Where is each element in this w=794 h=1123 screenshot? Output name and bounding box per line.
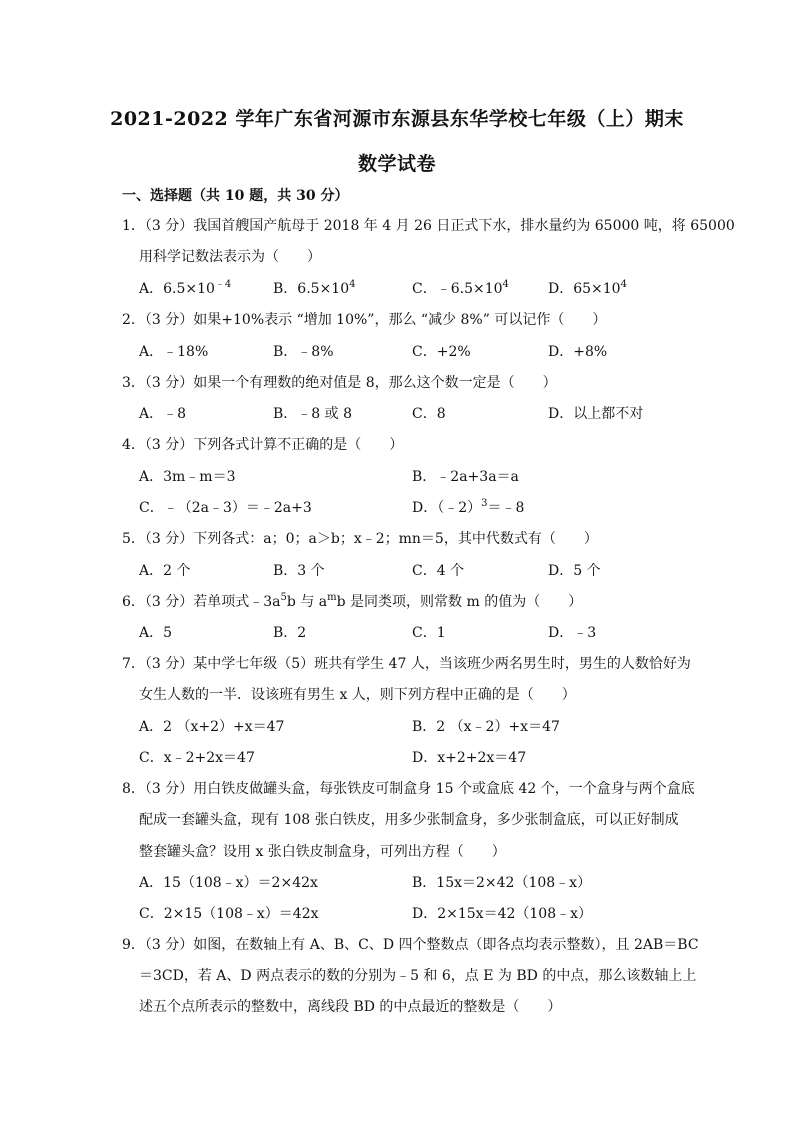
q3-option-d: D．以上都不对 <box>548 406 644 422</box>
question-number: 5． <box>122 531 145 547</box>
question-5-line-1 <box>122 530 598 548</box>
q1-option-a: A．$6.5\times 10^{﹣4}$ <box>139 279 232 297</box>
question-1-line-2: 用科学记数法表示为（ ） <box>139 249 321 265</box>
question-7-line-1 <box>122 655 691 673</box>
question-number: 3． <box>122 375 145 391</box>
q2-option-b: B．﹣8% <box>273 344 334 360</box>
exam-title-line1: 2021-2022 学年广东省河源市东源县东华学校七年级（上）期末 <box>110 108 684 130</box>
q7-option-d: D．x+2+2x＝47 <box>412 750 527 766</box>
question-number: 4． <box>122 437 145 453</box>
q1-option-b: B．$6.5\times 10^4$ <box>273 279 356 297</box>
question-text: （3 分）某中学七年级（5）班共有学生 47 人，当该班少两名男生时，男生的人数恰好为 <box>144 656 691 672</box>
question-9-line-3: 述五个点所表示的整数中，离线段 BD 的中点最近的整数是（ ） <box>139 999 562 1015</box>
q2-option-c: C．+2% <box>412 344 471 360</box>
q6-option-b: B．2 <box>273 625 307 641</box>
question-number: 1． <box>122 218 145 234</box>
question-6-line-1: 6．（3 分）若单项式$﹣3a^5b$ 与 $a^mb$ 是同类项，则常数 m 的值为（ ） <box>122 592 583 610</box>
q1-option-c: C．$﹣6.5\times 10^4$ <box>412 279 509 297</box>
q8-option-b: B．15x＝2×42（108﹣x） <box>412 875 592 891</box>
q6-option-a: A．5 <box>139 625 173 641</box>
question-4-line-1 <box>122 436 403 454</box>
question-9-line-1 <box>122 936 699 954</box>
question-7-line-2: 女生人数的一半．设该班有男生 x 人，则下列方程中正确的是（ ） <box>139 687 576 703</box>
q4-option-a: A．3m﹣m＝3 <box>139 469 236 485</box>
q5-option-c: C．4 个 <box>412 563 465 579</box>
section-heading: 一、选择题（共 10 题，共 30 分） <box>122 188 349 204</box>
q5-option-d: D．5 个 <box>548 563 601 579</box>
q3-option-a: A．﹣8 <box>139 406 187 422</box>
q7-option-b: B．2 （x﹣2）+x＝47 <box>412 719 560 735</box>
question-text: （3 分）如果一个有理数的绝对值是 8，那么这个数一定是（ ） <box>144 375 557 391</box>
q5-option-a: A．2 个 <box>139 563 191 579</box>
question-text: （3 分）下列各式：a；0；a＞b；x﹣2；mn＝5，其中代数式有（ ） <box>144 531 598 547</box>
question-number: 6． <box>122 594 145 610</box>
q6-option-c: C．1 <box>412 625 446 641</box>
question-8-line-3: 整套罐头盒？设用 x 张白铁皮制盒身，可列出方程（ ） <box>139 844 506 860</box>
q8-option-d: D．2×15x＝42（108﹣x） <box>412 906 593 922</box>
q2-option-d: D．+8% <box>548 344 608 360</box>
question-8-line-1 <box>122 780 695 798</box>
question-9-line-2: ＝3CD，若 A、D 两点表示的数的分别为﹣5 和 6，点 E 为 BD 的中点，那么该数轴上上 <box>139 968 697 984</box>
q4-option-c: C．﹣（2a﹣3）＝﹣2a+3 <box>139 500 312 516</box>
question-1-line-1 <box>122 217 735 235</box>
q4-option-d: D．（﹣2）$^3$＝﹣8 <box>412 498 525 516</box>
question-number: 7． <box>122 656 145 672</box>
question-8-line-2: 配成一套罐头盒，现有 108 张白铁皮，用多少张制盒身，多少张制盒底，可以正好制成 <box>139 812 679 828</box>
q4-option-b: B．﹣2a+3a＝a <box>412 469 519 485</box>
question-text: （3 分）如图，在数轴上有 A、B、C、D 四个整数点（即各点均表示整数），且 2AB＝BC <box>144 937 699 953</box>
q8-option-c: C．2×15（108﹣x）＝42x <box>139 906 319 922</box>
question-number: 9． <box>122 937 145 953</box>
q7-option-c: C．x﹣2+2x＝47 <box>139 750 255 766</box>
question-text: （3 分）如果+10%表示 “增加 10%”，那么 “减少 8%” 可以记作（ ） <box>144 312 607 328</box>
question-2-line-1 <box>122 311 606 329</box>
q3-option-c: C．8 <box>412 406 446 422</box>
q3-option-b: B．﹣8 或 8 <box>273 406 353 422</box>
q5-option-b: B．3 个 <box>273 563 325 579</box>
question-number: 2． <box>122 312 145 328</box>
q1-option-d: D．$65\times 10^4$ <box>548 279 627 297</box>
question-text: （3 分）用白铁皮做罐头盒，每张铁皮可制盒身 15 个或盒底 42 个，一个盒身与两个盒底 <box>144 781 695 797</box>
q6-option-d: D．﹣3 <box>548 625 597 641</box>
question-text: （3 分）我国首艘国产航母于 2018 年 4 月 26 日正式下水，排水量约为 65000 吨，将 65000 <box>144 218 735 234</box>
q8-option-a: A．15（108﹣x）＝2×42x <box>139 875 318 891</box>
question-number: 8． <box>122 781 145 797</box>
exam-title-line2: 数学试卷 <box>357 153 436 175</box>
q2-option-a: A．﹣18% <box>139 344 209 360</box>
question-text: （3 分）下列各式计算不正确的是（ ） <box>144 437 404 453</box>
question-3-line-1 <box>122 374 557 392</box>
q7-option-a: A．2 （x+2）+x＝47 <box>139 719 285 735</box>
